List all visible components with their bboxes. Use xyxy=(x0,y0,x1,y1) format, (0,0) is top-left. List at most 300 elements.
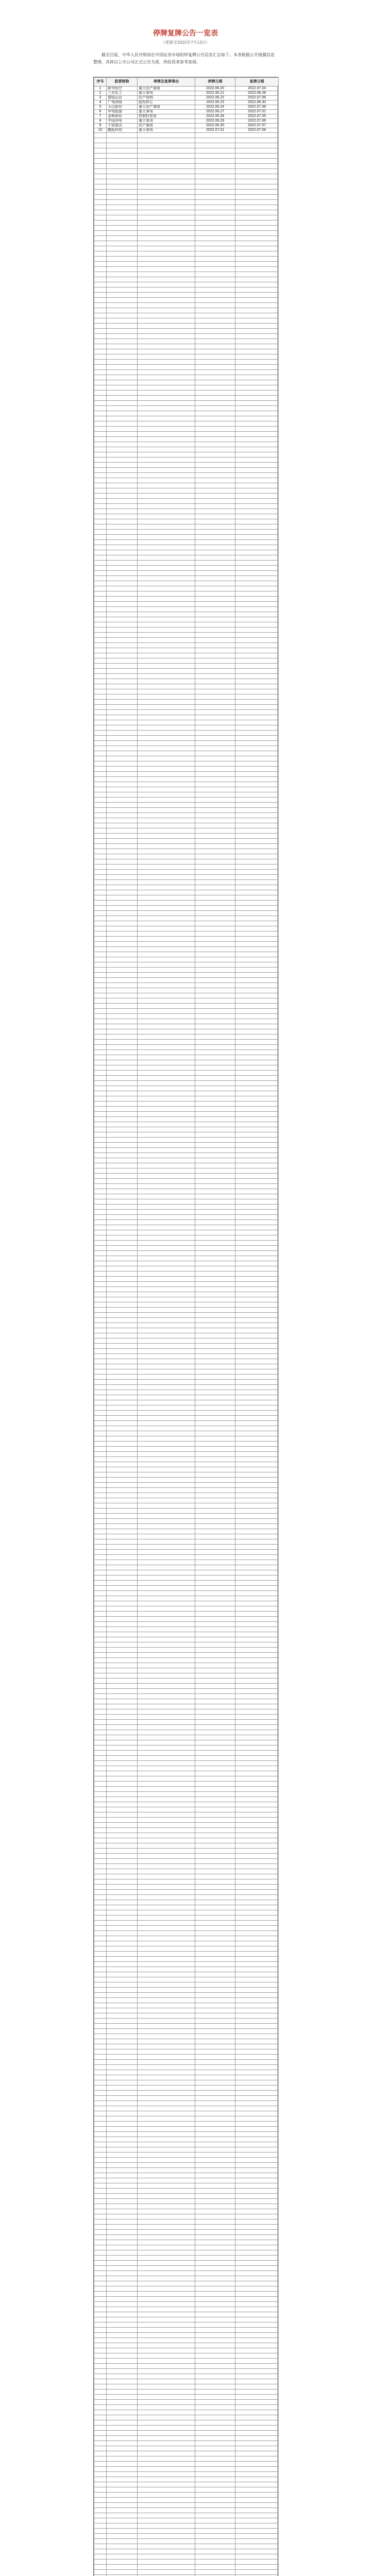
table-row-empty xyxy=(94,901,279,906)
table-cell-empty xyxy=(138,1926,195,1931)
table-row-empty xyxy=(94,1916,279,1921)
table-cell-empty xyxy=(107,983,138,988)
table-cell-empty xyxy=(138,2395,195,2400)
table-row-empty xyxy=(94,2049,279,2055)
table-cell-empty xyxy=(235,1050,279,1055)
table-row-empty xyxy=(94,1369,279,1375)
table-cell-empty xyxy=(138,138,195,143)
table-cell-empty xyxy=(235,267,279,272)
table-cell-empty xyxy=(94,1277,107,1282)
table-cell-empty xyxy=(235,1364,279,1369)
table-cell-empty xyxy=(235,1405,279,1411)
header-resume-date: 复牌日期 xyxy=(235,78,279,87)
table-cell-empty xyxy=(235,957,279,962)
table-row-empty xyxy=(94,653,279,658)
table-cell-empty xyxy=(94,1230,107,1235)
table-cell-empty xyxy=(235,2266,279,2271)
table-cell-empty xyxy=(107,2106,138,2111)
table-cell-empty xyxy=(195,2153,235,2158)
table-cell-empty xyxy=(195,1436,235,1442)
table-row-empty xyxy=(94,1004,279,1009)
table-cell-empty xyxy=(138,365,195,370)
table-cell-empty xyxy=(138,1704,195,1709)
table-cell-empty xyxy=(94,329,107,334)
table-cell-empty xyxy=(235,2245,279,2250)
table-cell: 4 xyxy=(94,100,107,105)
table-cell-empty xyxy=(107,1936,138,1941)
table-cell-empty xyxy=(107,1071,138,1076)
table-cell-empty xyxy=(235,447,279,452)
table-row-empty xyxy=(94,1946,279,1952)
table-cell-empty xyxy=(138,2189,195,2194)
table-cell-empty xyxy=(94,1910,107,1916)
table-cell-empty xyxy=(94,1756,107,1761)
table-cell-empty xyxy=(195,241,235,246)
table-cell-empty xyxy=(195,1369,235,1375)
table-cell-empty xyxy=(235,236,279,241)
table-cell-empty xyxy=(235,1390,279,1395)
table-cell-empty xyxy=(235,720,279,725)
table-cell: 2 xyxy=(94,91,107,96)
table-cell-empty xyxy=(107,2343,138,2348)
table-cell-empty xyxy=(107,2539,138,2544)
table-cell-empty xyxy=(235,2379,279,2384)
table-cell-empty xyxy=(107,226,138,231)
table-cell-empty xyxy=(138,2060,195,2065)
table-row-empty xyxy=(94,1617,279,1622)
table-row-empty xyxy=(94,2493,279,2498)
table-cell-empty xyxy=(107,1869,138,1874)
table-row-empty xyxy=(94,1524,279,1529)
table-row-empty xyxy=(94,478,279,483)
table-cell-empty xyxy=(138,1921,195,1926)
table-cell-empty xyxy=(94,1071,107,1076)
table-cell-empty xyxy=(107,334,138,339)
table-cell-empty xyxy=(195,2101,235,2106)
table-cell-empty xyxy=(94,2493,107,2498)
table-row-empty xyxy=(94,1699,279,1704)
table-cell-empty xyxy=(107,210,138,215)
table-cell-empty xyxy=(94,2003,107,2008)
table-cell-empty xyxy=(107,777,138,782)
table-cell-empty xyxy=(195,2523,235,2529)
table-cell-empty xyxy=(235,2235,279,2240)
table-cell-empty xyxy=(195,633,235,638)
table-cell-empty xyxy=(138,952,195,957)
table-row-empty xyxy=(94,1879,279,1885)
table-cell-empty xyxy=(107,1823,138,1828)
table-cell-empty xyxy=(195,504,235,509)
table-row-empty xyxy=(94,746,279,751)
table-cell-empty xyxy=(94,731,107,736)
table-cell-empty xyxy=(195,705,235,710)
table-row-empty xyxy=(94,1117,279,1122)
table-cell-empty xyxy=(94,2214,107,2219)
table-cell-empty xyxy=(107,1163,138,1168)
table-row-empty xyxy=(94,1184,279,1189)
table-row-empty xyxy=(94,998,279,1004)
table-cell-empty xyxy=(94,1122,107,1127)
table-cell-empty xyxy=(235,1452,279,1457)
table-cell-empty xyxy=(94,1601,107,1606)
table-cell-empty xyxy=(138,931,195,937)
table-cell-empty xyxy=(235,2549,279,2554)
table-cell-empty xyxy=(235,674,279,679)
table-row-empty xyxy=(94,1874,279,1879)
table-cell-empty xyxy=(235,890,279,895)
table-cell-empty xyxy=(138,298,195,303)
table-cell-empty xyxy=(138,1818,195,1823)
table-cell-empty xyxy=(195,767,235,772)
table-row-empty xyxy=(94,1601,279,1606)
table-cell-empty xyxy=(195,1555,235,1560)
table-cell-empty xyxy=(195,1246,235,1251)
table-cell-empty xyxy=(94,1241,107,1246)
table-cell-empty xyxy=(195,2024,235,2029)
table-cell-empty xyxy=(94,1946,107,1952)
table-row-empty xyxy=(94,1364,279,1369)
table-row-empty xyxy=(94,241,279,246)
table-cell-empty xyxy=(107,741,138,746)
table-cell-empty xyxy=(107,1421,138,1426)
table-cell-empty xyxy=(195,1570,235,1575)
table-cell-empty xyxy=(94,2116,107,2122)
table-cell-empty xyxy=(195,1766,235,1771)
table-cell-empty xyxy=(235,2075,279,2080)
table-cell-empty xyxy=(107,1405,138,1411)
table-cell-empty xyxy=(235,1941,279,1946)
table-cell-empty xyxy=(94,854,107,859)
table-cell-empty xyxy=(235,653,279,658)
table-cell-empty xyxy=(235,782,279,787)
table-cell-empty xyxy=(235,391,279,396)
table-cell-empty xyxy=(94,2513,107,2518)
table-cell-empty xyxy=(235,777,279,782)
table-cell-empty xyxy=(138,880,195,885)
table-cell-empty xyxy=(107,1009,138,1014)
table-cell-empty xyxy=(235,1802,279,1807)
table-cell-empty xyxy=(235,1199,279,1205)
table-cell-empty xyxy=(94,1421,107,1426)
table-cell-empty xyxy=(107,1328,138,1333)
table-row-empty xyxy=(94,1452,279,1457)
table-cell-empty xyxy=(235,638,279,643)
table-cell-empty xyxy=(235,473,279,478)
table-cell-empty xyxy=(138,396,195,401)
table-cell-empty xyxy=(94,365,107,370)
table-cell-empty xyxy=(195,1302,235,1308)
table-cell-empty xyxy=(107,834,138,839)
table-row-empty xyxy=(94,1076,279,1081)
table-cell-empty xyxy=(107,1498,138,1503)
table-cell-empty xyxy=(107,952,138,957)
table-cell-empty xyxy=(195,1797,235,1802)
table-cell-empty xyxy=(138,1545,195,1550)
table-cell-empty xyxy=(138,813,195,818)
table-cell-empty xyxy=(94,658,107,664)
table-cell-empty xyxy=(94,2204,107,2209)
table-cell-empty xyxy=(107,2462,138,2467)
table-cell-empty xyxy=(94,380,107,385)
table-cell-empty xyxy=(195,2142,235,2147)
table-row-empty xyxy=(94,720,279,725)
table-cell-empty xyxy=(235,2482,279,2487)
table-row-empty xyxy=(94,1740,279,1745)
table-cell-empty xyxy=(94,1344,107,1349)
table-row-empty xyxy=(94,1812,279,1818)
table-row-empty xyxy=(94,885,279,890)
table-cell-empty xyxy=(107,1349,138,1354)
table-cell-empty xyxy=(235,736,279,741)
table-cell-empty xyxy=(195,911,235,916)
table-cell-empty xyxy=(195,983,235,988)
table-cell-empty xyxy=(107,231,138,236)
table-cell-empty xyxy=(195,602,235,607)
table-cell-empty xyxy=(138,2075,195,2080)
table-cell-empty xyxy=(235,823,279,828)
table-cell-empty xyxy=(138,2482,195,2487)
table-row-empty xyxy=(94,1380,279,1385)
table-cell-empty xyxy=(235,2467,279,2472)
table-cell-empty xyxy=(138,2426,195,2431)
table-cell-empty xyxy=(94,1009,107,1014)
table-cell-empty xyxy=(235,2395,279,2400)
table-row-empty xyxy=(94,1658,279,1663)
table-cell-empty xyxy=(138,2487,195,2493)
table-cell-empty xyxy=(195,1168,235,1174)
table-cell-empty xyxy=(107,1035,138,1040)
table-cell-empty xyxy=(107,844,138,849)
table-cell-empty xyxy=(195,566,235,571)
table-cell-empty xyxy=(138,159,195,164)
table-row-empty xyxy=(94,1673,279,1679)
table-cell-empty xyxy=(138,653,195,658)
table-cell-empty xyxy=(94,257,107,262)
table-cell-empty xyxy=(107,401,138,406)
table-row-empty xyxy=(94,1065,279,1071)
table-cell-empty xyxy=(235,2369,279,2374)
table-cell-empty xyxy=(94,1138,107,1143)
table-cell-empty xyxy=(138,406,195,411)
table-cell-empty xyxy=(138,1261,195,1266)
table-cell-empty xyxy=(235,2410,279,2415)
table-cell-empty xyxy=(107,973,138,978)
table-row-empty xyxy=(94,2230,279,2235)
table-cell-empty xyxy=(94,2019,107,2024)
table-cell-empty xyxy=(138,1241,195,1246)
table-cell-empty xyxy=(195,1349,235,1354)
table-cell-empty xyxy=(94,226,107,231)
table-cell-empty xyxy=(195,664,235,669)
table-cell-empty xyxy=(138,1812,195,1818)
table-cell-empty xyxy=(107,1122,138,1127)
table-cell-empty xyxy=(235,1910,279,1916)
table-cell-empty xyxy=(94,483,107,488)
table-cell-empty xyxy=(138,354,195,360)
table-cell-empty xyxy=(94,2008,107,2013)
table-cell-empty xyxy=(235,2183,279,2189)
table-cell-empty xyxy=(195,1972,235,1977)
table-cell-empty xyxy=(94,885,107,890)
table-cell-empty xyxy=(94,1539,107,1545)
table-cell-empty xyxy=(138,2091,195,2096)
table-cell-empty xyxy=(138,313,195,318)
table-cell-empty xyxy=(235,1946,279,1952)
table-cell-empty xyxy=(195,2333,235,2338)
table-cell-empty xyxy=(235,710,279,715)
table-cell-empty xyxy=(195,406,235,411)
table-row-empty xyxy=(94,267,279,272)
table-row-empty xyxy=(94,1612,279,1617)
table-row-empty xyxy=(94,988,279,993)
table-cell-empty xyxy=(94,1349,107,1354)
table-cell-empty xyxy=(107,684,138,689)
table-cell-empty xyxy=(107,2302,138,2307)
table-cell-empty xyxy=(107,2420,138,2426)
table-cell-empty xyxy=(138,1699,195,1704)
table-cell-empty xyxy=(94,164,107,169)
table-cell-empty xyxy=(107,1812,138,1818)
table-cell-empty xyxy=(94,1308,107,1313)
table-cell-empty xyxy=(235,705,279,710)
table-cell-empty xyxy=(107,1174,138,1179)
table-row-empty xyxy=(94,1627,279,1632)
table-row-empty xyxy=(94,2245,279,2250)
table-row-empty xyxy=(94,1349,279,1354)
table-cell-empty xyxy=(94,1107,107,1112)
table-row-empty xyxy=(94,262,279,267)
table-cell-empty xyxy=(235,818,279,823)
table-row-empty xyxy=(94,2513,279,2518)
table-row-empty xyxy=(94,767,279,772)
table-cell-empty xyxy=(94,1132,107,1138)
table-cell-empty xyxy=(107,993,138,998)
table-cell-empty xyxy=(107,2426,138,2431)
table-cell-empty xyxy=(107,694,138,700)
table-row-empty xyxy=(94,432,279,437)
table-cell-empty xyxy=(138,1277,195,1282)
table-cell-empty xyxy=(235,205,279,210)
table-cell-empty xyxy=(235,184,279,190)
table-cell-empty xyxy=(195,1941,235,1946)
table-cell-empty xyxy=(94,1864,107,1869)
table-cell-empty xyxy=(107,1926,138,1931)
table-cell-empty xyxy=(94,2462,107,2467)
table-cell-empty xyxy=(195,2431,235,2436)
table-cell-empty xyxy=(94,978,107,983)
table-cell-empty xyxy=(235,1143,279,1148)
table-cell-empty xyxy=(107,674,138,679)
table-cell-empty xyxy=(195,1266,235,1272)
table-cell-empty xyxy=(94,1586,107,1591)
table-row-empty xyxy=(94,834,279,839)
table-row-empty xyxy=(94,2446,279,2451)
table-cell-empty xyxy=(235,494,279,499)
table-row-empty xyxy=(94,1138,279,1143)
table-row-empty xyxy=(94,1272,279,1277)
table-cell-empty xyxy=(195,968,235,973)
table-cell-empty xyxy=(195,1143,235,1148)
table-cell-empty xyxy=(94,2029,107,2034)
table-cell-empty xyxy=(138,2116,195,2122)
table-cell-empty xyxy=(195,653,235,658)
table-cell-empty xyxy=(94,1498,107,1503)
table-row-empty xyxy=(94,1900,279,1905)
table-cell-empty xyxy=(107,679,138,684)
table-cell-empty xyxy=(235,1055,279,1060)
table-cell-empty xyxy=(107,1256,138,1261)
table-cell-empty xyxy=(235,1926,279,1931)
table-cell-empty xyxy=(235,1849,279,1854)
table-row-empty xyxy=(94,1761,279,1766)
table-cell: 2022.07.04 xyxy=(235,87,279,91)
table-cell-empty xyxy=(107,442,138,447)
table-cell-empty xyxy=(107,2204,138,2209)
table-cell-empty xyxy=(235,1864,279,1869)
table-row-empty xyxy=(94,1060,279,1065)
table-cell-empty xyxy=(195,2426,235,2431)
table-cell-empty xyxy=(138,725,195,731)
table-cell-empty xyxy=(195,1050,235,1055)
table-cell-empty xyxy=(138,164,195,169)
table-cell-empty xyxy=(94,324,107,329)
table-cell-empty xyxy=(195,1354,235,1359)
table-cell-empty xyxy=(235,921,279,926)
table-cell-empty xyxy=(107,772,138,777)
table-row-empty xyxy=(94,921,279,926)
table-cell-empty xyxy=(94,1761,107,1766)
table-cell-empty xyxy=(107,2127,138,2132)
table-row-empty xyxy=(94,1472,279,1478)
table-cell-empty xyxy=(94,1514,107,1519)
table-cell-empty xyxy=(195,978,235,983)
table-cell-empty xyxy=(235,349,279,354)
table-row-empty xyxy=(94,2013,279,2019)
table-cell-empty xyxy=(195,478,235,483)
table-row-empty xyxy=(94,339,279,344)
table-cell-empty xyxy=(107,2256,138,2261)
table-cell-empty xyxy=(138,2008,195,2013)
table-cell-empty xyxy=(138,1158,195,1163)
table-cell-empty xyxy=(107,267,138,272)
table-cell-empty xyxy=(138,1411,195,1416)
table-cell-empty xyxy=(94,911,107,916)
table-cell-empty xyxy=(235,1704,279,1709)
table-cell-empty xyxy=(94,2328,107,2333)
table-cell-empty xyxy=(235,514,279,519)
table-cell-empty xyxy=(235,998,279,1004)
table-cell-empty xyxy=(94,823,107,828)
table-cell-empty xyxy=(235,942,279,947)
table-cell-empty xyxy=(195,2565,235,2570)
table-cell-empty xyxy=(138,2467,195,2472)
table-row-empty xyxy=(94,2456,279,2462)
table-cell-empty xyxy=(107,1843,138,1849)
table-cell-empty xyxy=(138,1220,195,1225)
table-cell-empty xyxy=(107,2364,138,2369)
table-row-empty xyxy=(94,1071,279,1076)
table-cell-empty xyxy=(235,2400,279,2405)
table-cell-empty xyxy=(235,1787,279,1792)
table-cell-empty xyxy=(195,1962,235,1967)
table-cell-empty xyxy=(138,2194,195,2199)
table-cell-empty xyxy=(94,947,107,952)
table-cell-empty xyxy=(138,545,195,550)
table-row-empty xyxy=(94,689,279,694)
table-cell-empty xyxy=(94,210,107,215)
table-row-empty xyxy=(94,344,279,349)
table-row-empty xyxy=(94,2266,279,2271)
